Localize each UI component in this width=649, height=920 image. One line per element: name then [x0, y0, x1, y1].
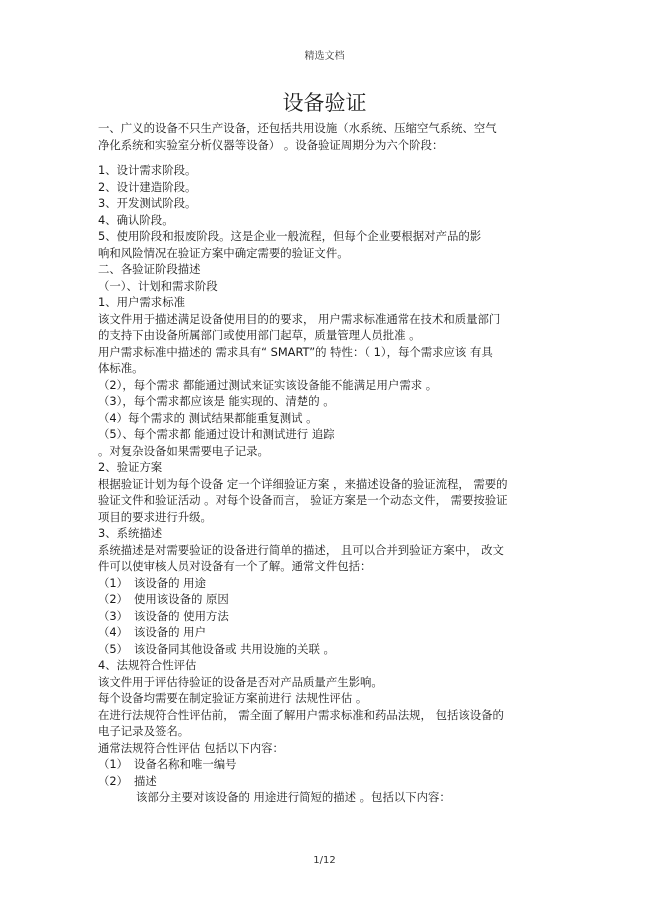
list-number: （2）	[98, 773, 129, 788]
list-text: 该设备同其他设备或 共用设施的关联 。	[134, 641, 335, 656]
list-item: （3），每个需求都应该是 能实现的、清楚的 。	[98, 394, 335, 408]
intro-line: 净化系统和实验室分析仪器等设备） 。设备验证周期分为六个阶段：	[98, 137, 444, 152]
item-heading: 4、法规符合性评估	[98, 658, 197, 672]
paragraph-line: 通常法规符合性评估 包括以下内容：	[98, 740, 284, 755]
document-body	[98, 120, 558, 806]
list-item: （2），每个需求 都能通过测试来证实该设备能不能满足用户需求 。	[98, 377, 438, 392]
list-item	[98, 575, 558, 592]
item-heading: 3、系统描述	[98, 526, 163, 540]
phase-item: 响和风险情况在验证方案中确定需要的验证文件。	[98, 245, 349, 260]
paragraph-line: 项目的要求进行升级。	[98, 509, 212, 524]
paragraph-line: 件可以使审核人员对设备有一个了解。通常文件包括：	[98, 559, 372, 573]
list-item	[98, 624, 558, 641]
section-heading: 二、各验证阶段描述	[98, 262, 201, 276]
phase-item: 2、设计建造阶段。	[98, 179, 197, 194]
list-number: （1）	[98, 757, 129, 771]
paragraph-line: 的支持下由设备所属部门或使用部门起草，质量管理人员批准 。	[98, 328, 421, 342]
paragraph-line: 体标准。	[98, 361, 144, 375]
paragraph-line: 该文件用于描述满足设备使用目的的要求， 用户需求标准通常在技术和质量部门	[98, 311, 501, 326]
phase-item: 1、设计需求阶段。	[98, 163, 197, 177]
list-item	[98, 591, 558, 608]
list-item	[98, 756, 558, 773]
item-heading: 1、用户需求标准	[98, 295, 185, 309]
paragraph-line: 验证文件和验证活动 。对每个设备而言， 验证方案是一个动态文件， 需要按验证	[98, 493, 508, 507]
list-text: 使用该设备的 原因	[134, 592, 229, 606]
page-number: 1/12	[313, 855, 336, 866]
paragraph-line: 。对复杂设备如果需要电子记录。	[98, 443, 269, 458]
paragraph-line: 该部分主要对该设备的 用途进行简短的描述 。包括以下内容：	[136, 790, 451, 804]
intro-line: 一、广义的设备不只生产设备，还包括共用设施（水系统、压缩空气系统、空气	[98, 121, 497, 135]
list-item	[98, 641, 558, 658]
paragraph-line: 该文件用于评估待验证的设备是否对产品质量产生影响。	[98, 674, 383, 689]
list-number: （1）	[98, 575, 129, 590]
list-number: （3）	[98, 608, 129, 623]
list-text: 该设备的 使用方法	[134, 608, 229, 623]
paragraph-line: 在进行法规符合性评估前， 需全面了解用户需求标准和药品法规， 包括该设备的	[98, 707, 504, 722]
list-number: （4）	[98, 625, 129, 639]
list-text: 设备名称和唯一编号	[134, 757, 237, 771]
item-heading: 2、验证方案	[98, 460, 163, 474]
paragraph-line: 用户需求标准中描述的 需求具有“ SMART”的 特性：（ 1），每个需求应该 有具	[98, 344, 493, 359]
document-title: 设备验证	[282, 91, 367, 115]
list-item	[98, 608, 558, 625]
paragraph-line: 电子记录及签名。	[98, 724, 190, 738]
paragraph-line: 根据验证计划为每个设备 定一个详细验证方案 ，来描述设备的验证流程， 需要的	[98, 476, 508, 491]
list-item	[98, 773, 558, 790]
paragraph-line: 每个设备均需要在制定验证方案前进行 法规性评估 。	[98, 691, 368, 705]
phase-item: 3、开发测试阶段。	[98, 196, 197, 210]
subsection-heading: （一）、计划和需求阶段	[98, 278, 218, 293]
list-text: 描述	[134, 773, 157, 788]
list-item: （5）、每个需求都 能通过设计和测试进行 追踪	[98, 427, 335, 441]
list-text: 该设备的 用途	[134, 575, 206, 590]
phase-item: 5、使用阶段和报废阶段。这是企业一般流程，但每个企业要根据对产品的影	[98, 229, 482, 243]
list-item: （4）每个需求的 测试结果都能重复测试 。	[98, 410, 318, 425]
list-text: 该设备的 用户	[134, 625, 206, 639]
phase-item: 4、确认阶段。	[98, 212, 174, 227]
list-number: （2）	[98, 592, 129, 606]
list-number: （5）	[98, 641, 129, 656]
page-header: 精选文档	[304, 51, 345, 62]
paragraph-line: 系统描述是对需要验证的设备进行简单的描述， 且可以合并到验证方案中， 改文	[98, 542, 504, 557]
